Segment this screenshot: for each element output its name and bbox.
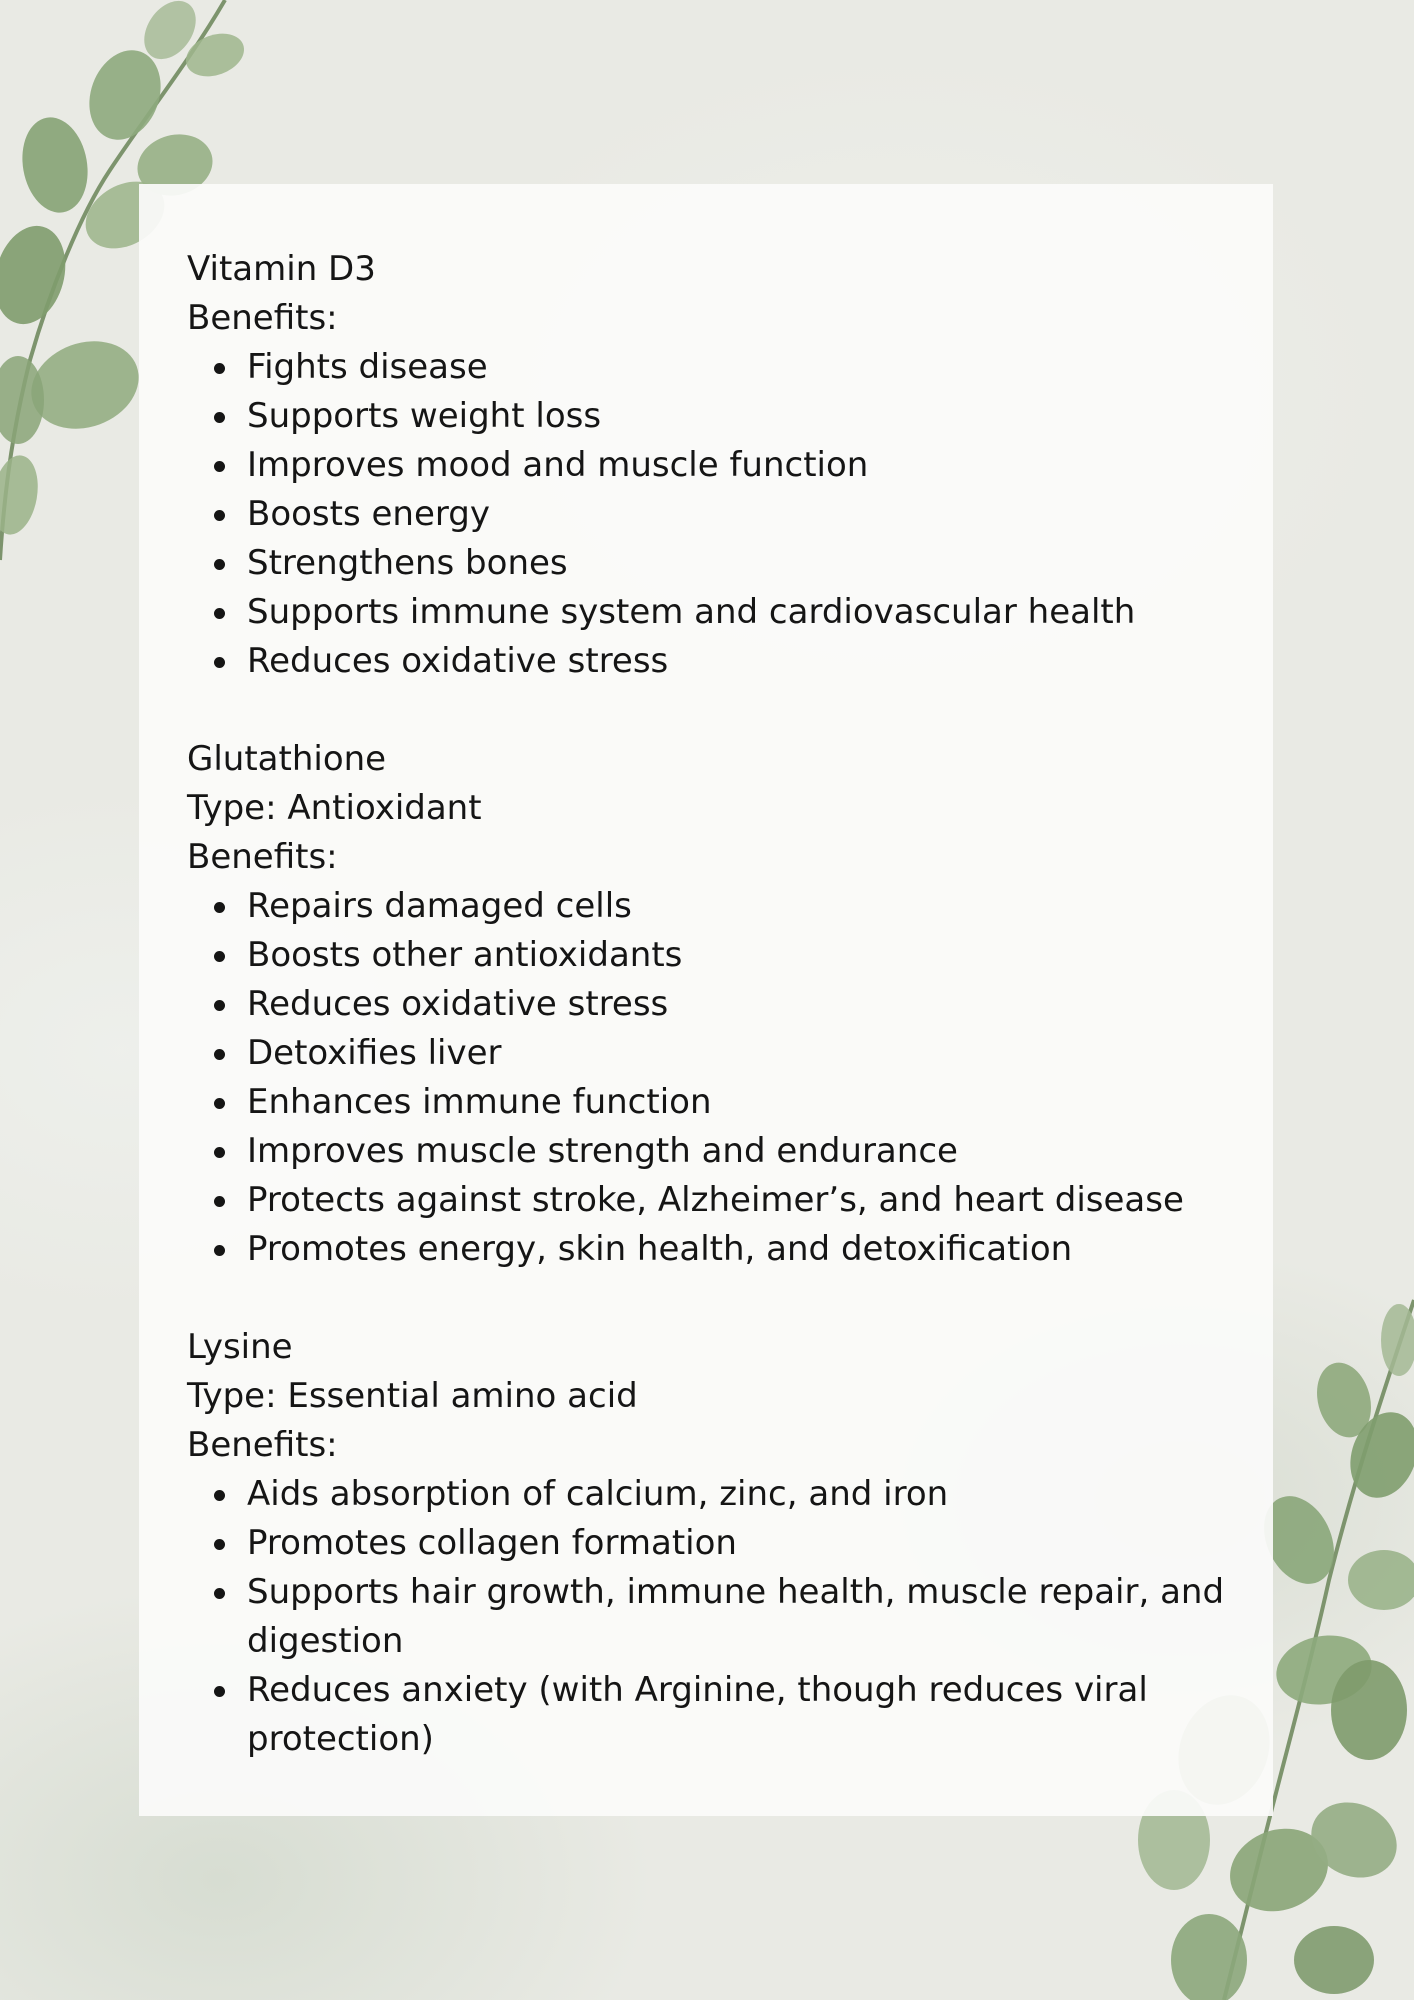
supplement-section-lysine — [187, 1323, 1227, 1764]
benefit-item: Boosts energy — [247, 490, 1227, 539]
supplement-title: Lysine — [187, 1327, 293, 1367]
benefit-item: Detoxifies liver — [247, 1029, 1227, 1078]
supplement-section-glutathione — [187, 735, 1227, 1274]
benefit-item: Strengthens bones — [247, 539, 1227, 588]
benefit-item: Reduces anxiety (with Arginine, though reduces viral protection) — [247, 1666, 1227, 1764]
supplement-list — [187, 245, 1227, 1764]
section-spacer — [187, 686, 1227, 735]
supplement-title: Glutathione — [187, 739, 387, 779]
supplement-type: Type: Essential amino acid — [187, 1376, 638, 1416]
benefits-list — [187, 882, 1227, 1274]
benefits-label: Benefits: — [187, 298, 338, 338]
section-spacer — [187, 1274, 1227, 1323]
benefit-item: Improves muscle strength and endurance — [247, 1127, 1227, 1176]
benefit-item: Repairs damaged cells — [247, 882, 1227, 931]
benefit-item: Fights disease — [247, 343, 1227, 392]
benefit-item: Reduces oxidative stress — [247, 637, 1227, 686]
supplement-type: Type: Antioxidant — [187, 788, 482, 828]
benefits-list — [187, 1470, 1227, 1764]
supplement-title: Vitamin D3 — [187, 249, 376, 289]
benefits-label: Benefits: — [187, 1425, 338, 1465]
benefit-item: Supports weight loss — [247, 392, 1227, 441]
benefit-item: Promotes energy, skin health, and detoxification — [247, 1225, 1227, 1274]
benefit-item: Promotes collagen formation — [247, 1519, 1227, 1568]
benefit-item: Enhances immune function — [247, 1078, 1227, 1127]
benefit-item: Aids absorption of calcium, zinc, and iron — [247, 1470, 1227, 1519]
benefits-label: Benefits: — [187, 837, 338, 877]
benefit-item: Improves mood and muscle function — [247, 441, 1227, 490]
benefit-item: Protects against stroke, Alzheimer’s, and heart disease — [247, 1176, 1227, 1225]
supplement-section-vitamin-d3 — [187, 245, 1227, 686]
benefit-item: Reduces oxidative stress — [247, 980, 1227, 1029]
benefit-item: Supports immune system and cardiovascular health — [247, 588, 1227, 637]
benefits-list — [187, 343, 1227, 686]
benefit-item: Boosts other antioxidants — [247, 931, 1227, 980]
benefit-item: Supports hair growth, immune health, muscle repair, and digestion — [247, 1568, 1227, 1666]
